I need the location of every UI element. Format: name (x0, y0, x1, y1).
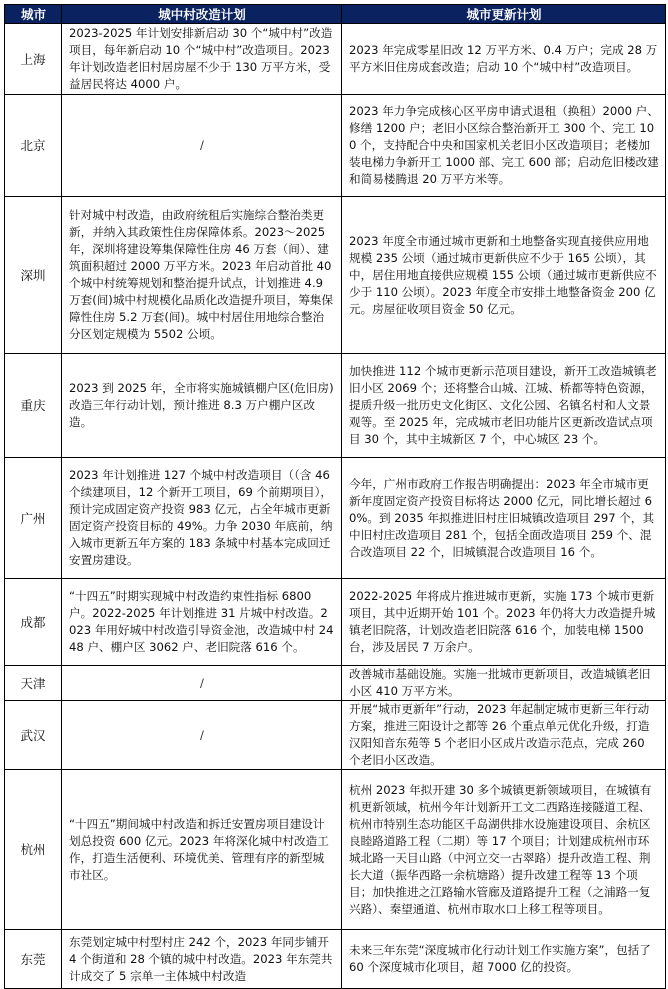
village-plan-cell: “十四五”时期实现城中村改造约束性指标 6800 户。2022-2025 年计划推进 31 片城中村改造。2023 年用好城中村改造引导资金池，改造城中村 2448 户、棚户区 3062 户、老旧院落 616 个。 (62, 579, 342, 666)
table-row (5, 770, 666, 930)
renewal-plan-cell: 2023 年度全市通过城市更新和土地整备实现直接供应用地规模 235 公顷（通过城市更新供应不少于 165 公顷），其中，居住用地直接供应规模 155 公顷（通过城市更新供应不少于 110 公顷）。2023 年度全市安排土地整备资金 200 亿元。房屋征收项目资金 50 亿元。 (342, 197, 666, 354)
header-village-plan: 城中村改造计划 (62, 5, 342, 24)
renewal-plan-cell: 2023 年完成零星旧改 12 万平方米、0.4 万户；完成 28 万平方米旧住房成套改造；启动 10 个“城中村”改造项目。 (342, 24, 666, 95)
renewal-plan-cell: 加快推进 112 个城市更新示范项目建设，新开工改造城镇老旧小区 2069 个；还将整合山城、江城、桥都等特色资源，提质升级一批历史文化街区、文化公园、名镇名村和人文景观等。至 2025 年，完成城市老旧功能片区更新改造试点项目 30 个，其中主城新区 7 个，中心城区 23 个。 (342, 354, 666, 458)
village-plan-cell: 针对城中村改造，由政府统租后实施综合整治类更新，并纳入其政策性住房保障体系。2023～2025 年，深圳将建设筹集保障性住房 46 万套（间）、建筑面积超过 2000 万平方米。2023 年启动首批 40 个城中村统筹规划和整治提升试点，计划推进 4.9 万套(间)城中村规模化品质化改造提升项目，筹集保障性住房 5.2 万套(间)。城中村居住用地综合整治分区划定规模为 5502 公顷。 (62, 197, 342, 354)
city-cell: 北京 (5, 95, 62, 197)
table-row (5, 24, 666, 95)
renewal-plan-cell: 今年，广州市政府工作报告明确提出：2023 年全市城市更新年度固定资产投资目标将达 2000 亿元，同比增长超过 60%。到 2035 年拟推进旧村庄旧城镇改造项目 297 个，其中旧村庄改造项目 281 个，包括全面改造项目 259 个、混合改造项目 22 个，旧城镇混合改造项目 16 个。 (342, 458, 666, 579)
city-cell: 武汉 (5, 701, 62, 770)
village-plan-cell: / (62, 666, 342, 701)
city-cell: 成都 (5, 579, 62, 666)
renewal-plan-cell: 2022-2025 年将成片推进城市更新，实施 173 个城市更新项目，其中近期开始 101 个。2023 年仍将大力改造提升城镇老旧院落，计划改造老旧院落 616 个，加装电梯 1500 台，涉及居民 7 万余户。 (342, 579, 666, 666)
village-plan-cell: / (62, 701, 342, 770)
renewal-plan-cell: 改善城市基础设施。实施一批城市更新项目，改造城镇老旧小区 410 万平方米。 (342, 666, 666, 701)
village-plan-cell: 东莞划定城中村型村庄 242 个，2023 年同步铺开 4 个街道和 28 个镇的城中村改造。2023 年东莞共计成交了 5 宗单一主体城中村改造 (62, 930, 342, 989)
village-plan-cell: 2023-2025 年计划安排新启动 30 个“城中村”改造项目，每年新启动 10 个“城中村”改造项目。2023 年计划改造老旧村居房屋不少于 130 万平方米，受益居民将达 4000 户。 (62, 24, 342, 95)
table-row (5, 930, 666, 989)
renewal-plan-cell: 2023 年力争完成核心区平房申请式退租（换租）2000 户、修缮 1200 户；老旧小区综合整治新开工 300 个、完工 100 个，支持配合中央和国家机关老旧小区改造项目；老楼加装电梯力争新开工 1000 部、完工 600 部；启动危旧楼改建和简易楼腾退 20 万平方米等。 (342, 95, 666, 197)
renewal-plan-cell: 未来三年东莞“深度城市化行动计划工作实施方案”，包括了 60 个深度城市化项目，超 7000 亿的投资。 (342, 930, 666, 989)
city-cell: 杭州 (5, 770, 62, 930)
table-row (5, 197, 666, 354)
city-cell: 深圳 (5, 197, 62, 354)
table-header-row (5, 5, 666, 24)
city-cell: 重庆 (5, 354, 62, 458)
renewal-plan-cell: 开展“城市更新年”行动，2023 年起制定城市更新三年行动方案，推进三阳设计之都等 26 个重点单元优化升级，打造汉阳知音东苑等 5 个老旧小区成片改造示范点，完成 260 个老旧小区改造。 (342, 701, 666, 770)
village-plan-cell: / (62, 95, 342, 197)
village-plan-cell: 2023 到 2025 年，全市将实施城镇棚户区(危旧房)改造三年行动计划，预计推进 8.3 万户棚户区改造。 (62, 354, 342, 458)
city-renewal-table (4, 4, 666, 989)
city-cell: 天津 (5, 666, 62, 701)
table-row (5, 666, 666, 701)
table-row (5, 701, 666, 770)
table-row (5, 95, 666, 197)
city-cell: 广州 (5, 458, 62, 579)
header-renewal-plan: 城市更新计划 (342, 5, 666, 24)
village-plan-cell: “十四五”期间城中村改造和拆迁安置房项目建设计划总投资 600 亿元。2023 年将深化城中村改造工作，打造生活便利、环境优美、管理有序的新型城市社区。 (62, 770, 342, 930)
table-row (5, 354, 666, 458)
header-city: 城市 (5, 5, 62, 24)
village-plan-cell: 2023 年计划推进 127 个城中村改造项目（（含 46 个续建项目，12 个新开工项目，69 个前期项目），预计完成固定资产投资 983 亿元，占全年城市更新固定资产投资目标的 49%。力争 2030 年底前，纳入城市更新五年方案的 183 条城中村基本完成回迁安置房建设。 (62, 458, 342, 579)
renewal-plan-cell: 杭州 2023 年拟开建 30 多个城镇更新领域项目，在城镇有机更新领域，杭州今年计划新开工文二西路连接隧道工程、杭州市特别生态功能区千岛湖供排水设施建设项目、余杭区良睦路道路工程（二期）等 17 个项目；计划建成杭州市环城北路一天目山路（中河立交一古翠路）提升改造工程、荆长大道（振华西路一余杭塘路）提升改建工程等 13 个项目；加快推进之江路输水管廊及道路提升工程（之浦路一复兴路）、秦望通道、杭州市取水口上移工程等项目。 (342, 770, 666, 930)
table-row (5, 458, 666, 579)
city-cell: 东莞 (5, 930, 62, 989)
table-row (5, 579, 666, 666)
city-cell: 上海 (5, 24, 62, 95)
